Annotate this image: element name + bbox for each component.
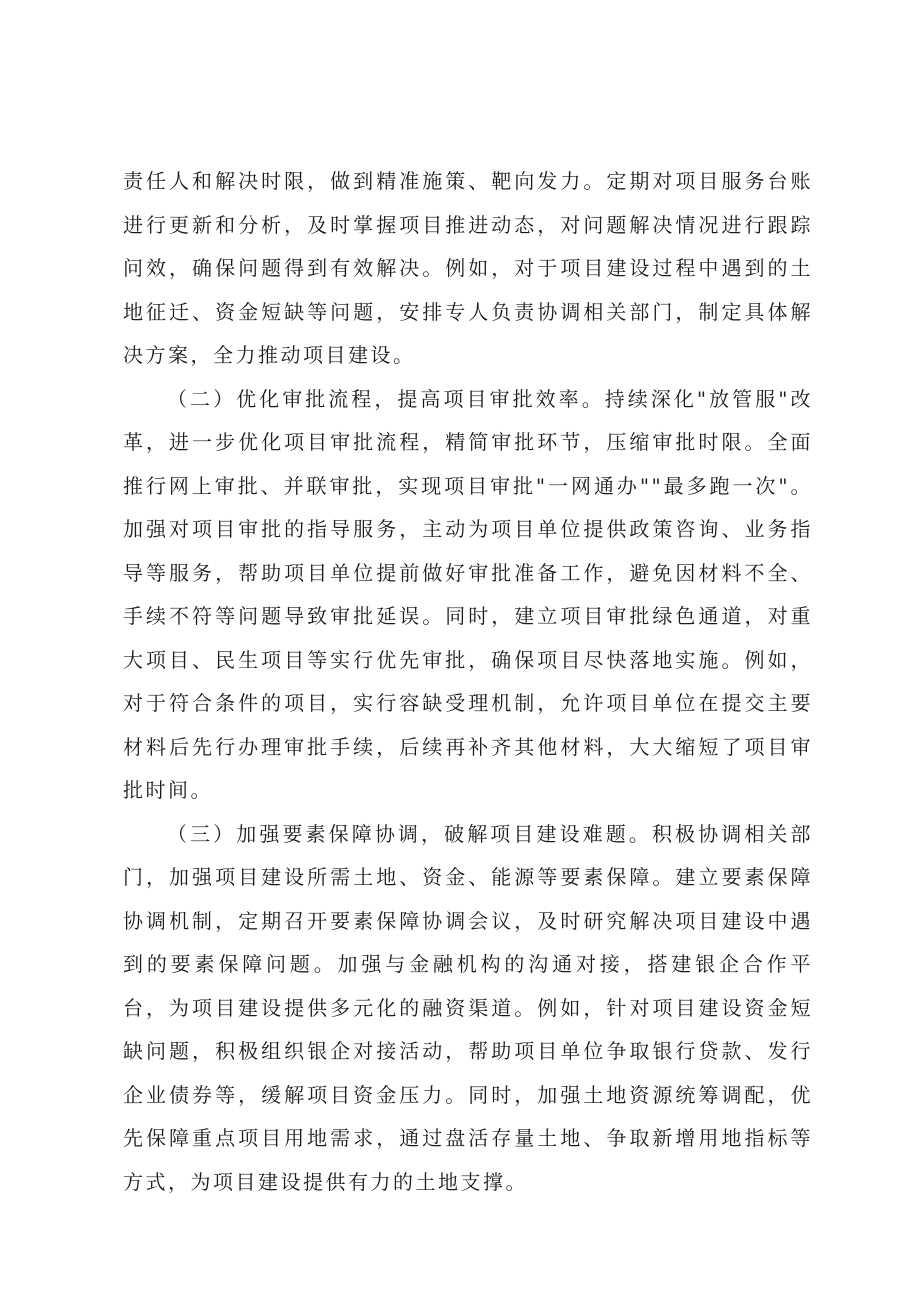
document-body bbox=[123, 160, 813, 1204]
paragraph-section-3: （三）加强要素保障协调，破解项目建设难题。积极协调相关部门，加强项目建设所需土地、资金、能源等要素保障。建立要素保障协调机制，定期召开要素保障协调会议，及时研究解决项目建设中遇到的要素保障问题。加强与金融机构的沟通对接，搭建银企合作平台，为项目建设提供多元化的融资渠道。例如，针对项目建设资金短缺问题，积极组织银企对接活动，帮助项目单位争取银行贷款、发行企业债券等，缓解项目资金压力。同时，加强土地资源统筹调配，优先保障重点项目用地需求，通过盘活存量土地、争取新增用地指标等方式，为项目建设提供有力的土地支撑。 bbox=[123, 821, 813, 1194]
paragraph-continuation: 责任人和解决时限，做到精准施策、靶向发力。定期对项目服务台账进行更新和分析，及时掌握项目推进动态，对问题解决情况进行跟踪问效，确保问题得到有效解决。例如，对于项目建设过程中遇到的土地征迁、资金短缺等问题，安排专人负责协调相关部门，制定具体解决方案，全力推动项目建设。 bbox=[123, 169, 813, 367]
paragraph-section-2: （二）优化审批流程，提高项目审批效率。持续深化"放管服"改革，进一步优化项目审批流程，精简审批环节，压缩审批时限。全面推行网上审批、并联审批，实现项目审批"一网通办""最多跑一次"。加强对项目审批的指导服务，主动为项目单位提供政策咨询、业务指导等服务，帮助项目单位提前做好审批准备工作，避免因材料不全、手续不符等问题导致审批延误。同时，建立项目审批绿色通道，对重大项目、民生项目等实行优先审批，确保项目尽快落地实施。例如，对于符合条件的项目，实行容缺受理机制，允许项目单位在提交主要材料后先行办理审批手续，后续再补齐其他材料，大大缩短了项目审批时间。 bbox=[123, 386, 813, 802]
